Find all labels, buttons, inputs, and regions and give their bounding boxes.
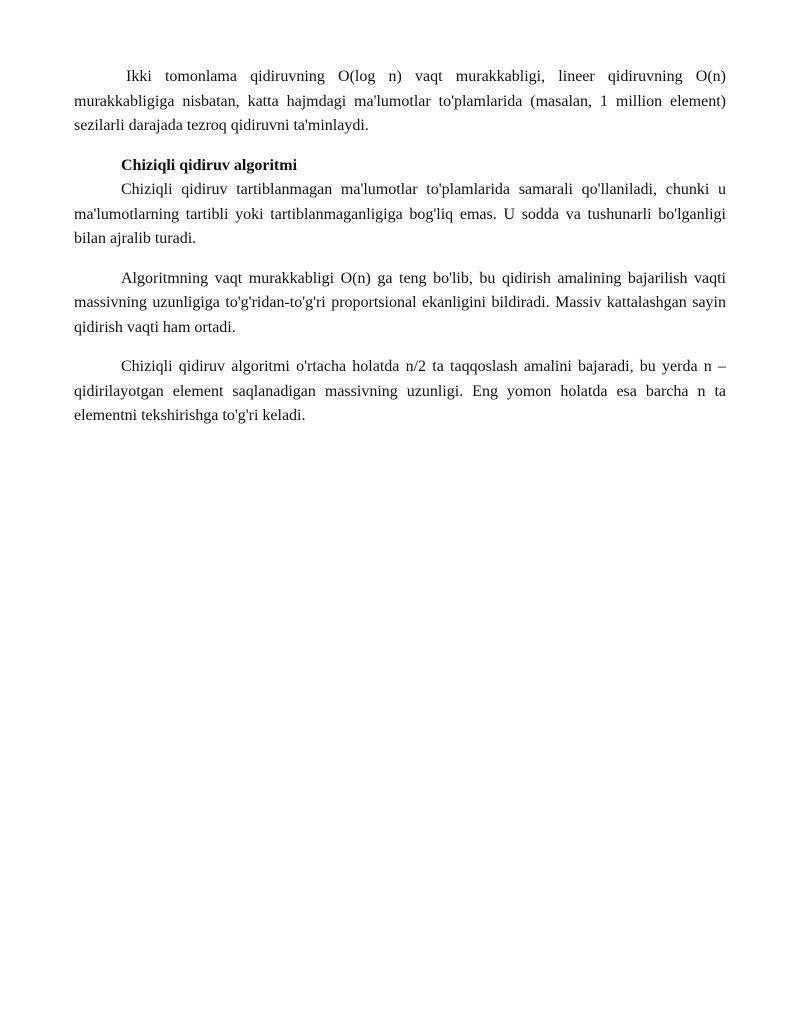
paragraph-comparisons: Chiziqli qidiruv algoritmi o'rtacha holatda n/2 ta taqqoslash amalini bajaradi, bu yerda n – qidirilayotgan element saqlanadigan massivning uzunligi. Eng yomon holatda esa barcha n ta elementni tekshirishga to'g'ri keladi.	[74, 358, 726, 424]
paragraph-linear-search-usage: Chiziqli qidiruv tartiblanmagan ma'lumotlar to'plamlarida samarali qo'llaniladi, chunki u ma'lumotlarning tartibli yoki tartiblanmaganligiga bog'liq emas. U sodda va tushunarli bo'lganligi bilan ajralib turadi.	[74, 181, 726, 247]
document-body	[74, 65, 726, 444]
paragraph-time-complexity: Algoritmning vaqt murakkabligi O(n) ga teng bo'lib, bu qidirish amalining bajarilish vaqti massivning uzunligiga to'g'ridan-to'g'ri proportsional ekanligini bildiradi. Massiv kattalashgan sayin qidirish vaqti ham ortadi.	[74, 269, 726, 336]
paragraph-binary-search-complexity: Ikki tomonlama qidiruvning O(log n) vaqt murakkabligi, lineer qidiruvning O(n) murakkabligiga nisbatan, katta hajmdagi ma'lumotlar to'plamlarida (masalan, 1 million element) sezilarli darajada tezroq qidiruvni ta'minlaydi.	[74, 68, 726, 134]
section-heading: Chiziqli qidiruv algoritmi	[121, 156, 298, 174]
